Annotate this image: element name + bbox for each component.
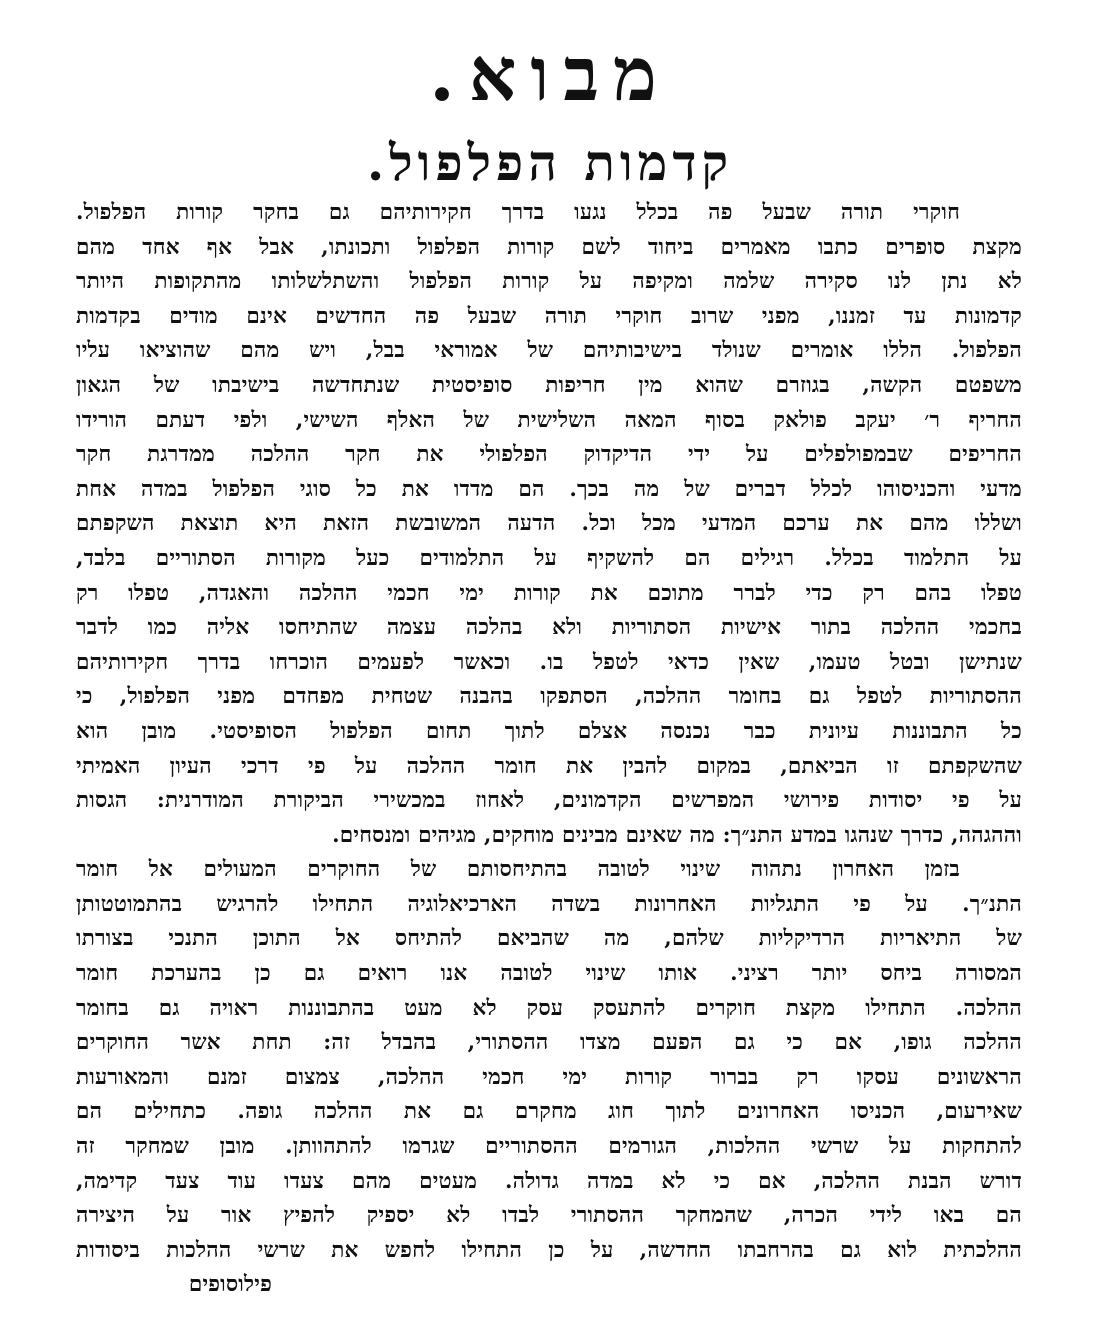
text-line: ושללו מהם את ערכם המדעי מכל וכל. הדעה המשובשת הזאת היא תוצאת השקפתם <box>76 511 1022 537</box>
text-line: שהשקפתם זו הביאתם, במקום להבין את חומר ההלכה על פי דרכי העיון האמיתי <box>76 753 1022 779</box>
text-line: המסורה ביחס יותר רציני. אותו שינוי לטובה אנו רואים גם כן בהערכת חומר <box>76 961 1022 987</box>
text-line: דורש הבנת ההלכה, אם כי לא במדה גדולה. מעטים מהם צעדו עוד צעד קדימה, <box>76 1168 1022 1194</box>
text-line: בחכמי ההלכה בתור אישיות הסתוריות ולא בהלכה עצמה שהתיחסו אליה כמו לדבר <box>76 615 1022 641</box>
text-line: ההלכתית לוא גם בהרחבתו החדשה, על כן התחילו לחפש את שרשי ההלכות ביסודות <box>76 1237 1022 1263</box>
text-line: החריפים שבמפולפלים על ידי הדיקדוק הפלפולי את חקר ההלכה ממדרגת חקר <box>76 442 1022 468</box>
text-line: על התלמוד בכלל. רגילים הם להשקיף על התלמודים כעל מקורות הסתוריים בלבד, <box>76 545 1022 571</box>
text-line: כל התבוננות עיונית כבר נכנסה אצלם לתוך תחום הפלפול הסופיסטי. מובן הוא <box>76 718 1022 744</box>
text-line: טפלו בהם רק כדי לברר מתוכם את קורות ימי חכמי ההלכה והאגדה, טפלו רק <box>76 580 1022 606</box>
text-line: מקצת סופרים כתבו מאמרים ביחוד לשם קורות הפלפול ותכונתו, אבל אף אחד מהם <box>76 234 1022 260</box>
text-line: שנתישן ובטל טעמו, שאין כדאי לטפל בו. וכאשר לפעמים הוכרחו בדרך חקירותיהם <box>76 649 1022 675</box>
text-line: הפלפול. הללו אומרים שנולד בישיבותיהם של אמוראי בבל, ויש מהם שהוציאו עליו <box>76 338 1022 364</box>
text-line: ההסתוריות לטפל גם בחומר ההלכה, הסתפקו בהבנה שטחית מפחדם מפני הפלפול, כי <box>76 684 1022 710</box>
text-line: בזמן האחרון נתהוה שינוי לטובה בהתיחסותם של החוקרים המעולים אל חומר <box>76 857 960 883</box>
text-line: מדעי והכניסוהו לכלל דברים של מה בכך. הם מדדו את כל סוגי הפלפול במדה אחת <box>76 476 1022 502</box>
text-line: שאירעום, הכניסו האחרונים לתוך חוג מחקרם גם את ההלכה גופה. כתחילים הם <box>76 1099 1022 1125</box>
text-line: חוקרי תורה שבעל פה בכלל נגעו בדרך חקירותיהם גם בחקר קורות הפלפול. <box>76 200 960 225</box>
text-line: וההגהה, כדרך שנהגו במדע התנ״ך: מה שאינם מבינים מוחקים, מגיהים ומנסחים. <box>332 822 1022 848</box>
text-line: התנ״ך. על פי התגליות האחרונות בשדה הארכיאלוגיה התחילו להרגיש בהתמוטטותן <box>76 891 1022 917</box>
text-line: הם באו לידי הכרה, שהמחקר ההסתורי לבדו לא יספיק להפיץ אור על היצירה <box>76 1203 1022 1229</box>
text-line: ההלכה. התחילו מקצת חוקרים להתעסק עסק לא מעט בהתבוננות ראויה גם בחומר <box>76 995 1022 1021</box>
text-line: משפטם הקשה, בגוזרם שהוא מין חריפות סופיסטית שנתחדשה בישיבתו של הגאון <box>76 372 1022 398</box>
text-line: החריף ר׳ יעקב פולאק בסוף המאה השלישית של האלף השישי, ולפי דעתם הורידו <box>76 407 1022 433</box>
text-line: הראשונים עסקו רק בברור קורות ימי חכמי ההלכה, צמצום זמנם והמאורעות <box>76 1064 1022 1090</box>
text-line: לא נתן לנו סקירה שלמה ומקיפה על קורות הפלפול והשתלשלותו מהתקופות היותר <box>76 269 1022 295</box>
body-text <box>76 196 1022 1303</box>
section-subtitle: קדמות הפלפול. <box>366 133 734 192</box>
text-line: ההלכה גופו, אם כי גם הפעם מצדו ההסתורי, בהבדל זה: תחת אשר החוקרים <box>76 1030 1022 1056</box>
text-line: להתחקות על שרשי ההלכות, הגורמים ההסתוריים שגרמו להתהוותן. מובן שמחקר זה <box>76 1134 1022 1160</box>
text-line: קדמונות עד זמננו, מפני שרוב חוקרי תורה שבעל פה החדשים אינם מודים בקדמות <box>76 303 1022 329</box>
text-line: על פי יסודות פירושי המפרשים הקדמונים, לאחוז במכשירי הביקורת המודרנית: הגסות <box>76 788 1022 814</box>
catchword: פילוסופים <box>188 1272 272 1298</box>
text-line: של התיאריות הרדיקליות שלהם, מה שהביאם להתיחס אל התוכן התנכי בצורתו <box>76 926 1022 952</box>
chapter-title: מבוא. <box>429 32 671 118</box>
